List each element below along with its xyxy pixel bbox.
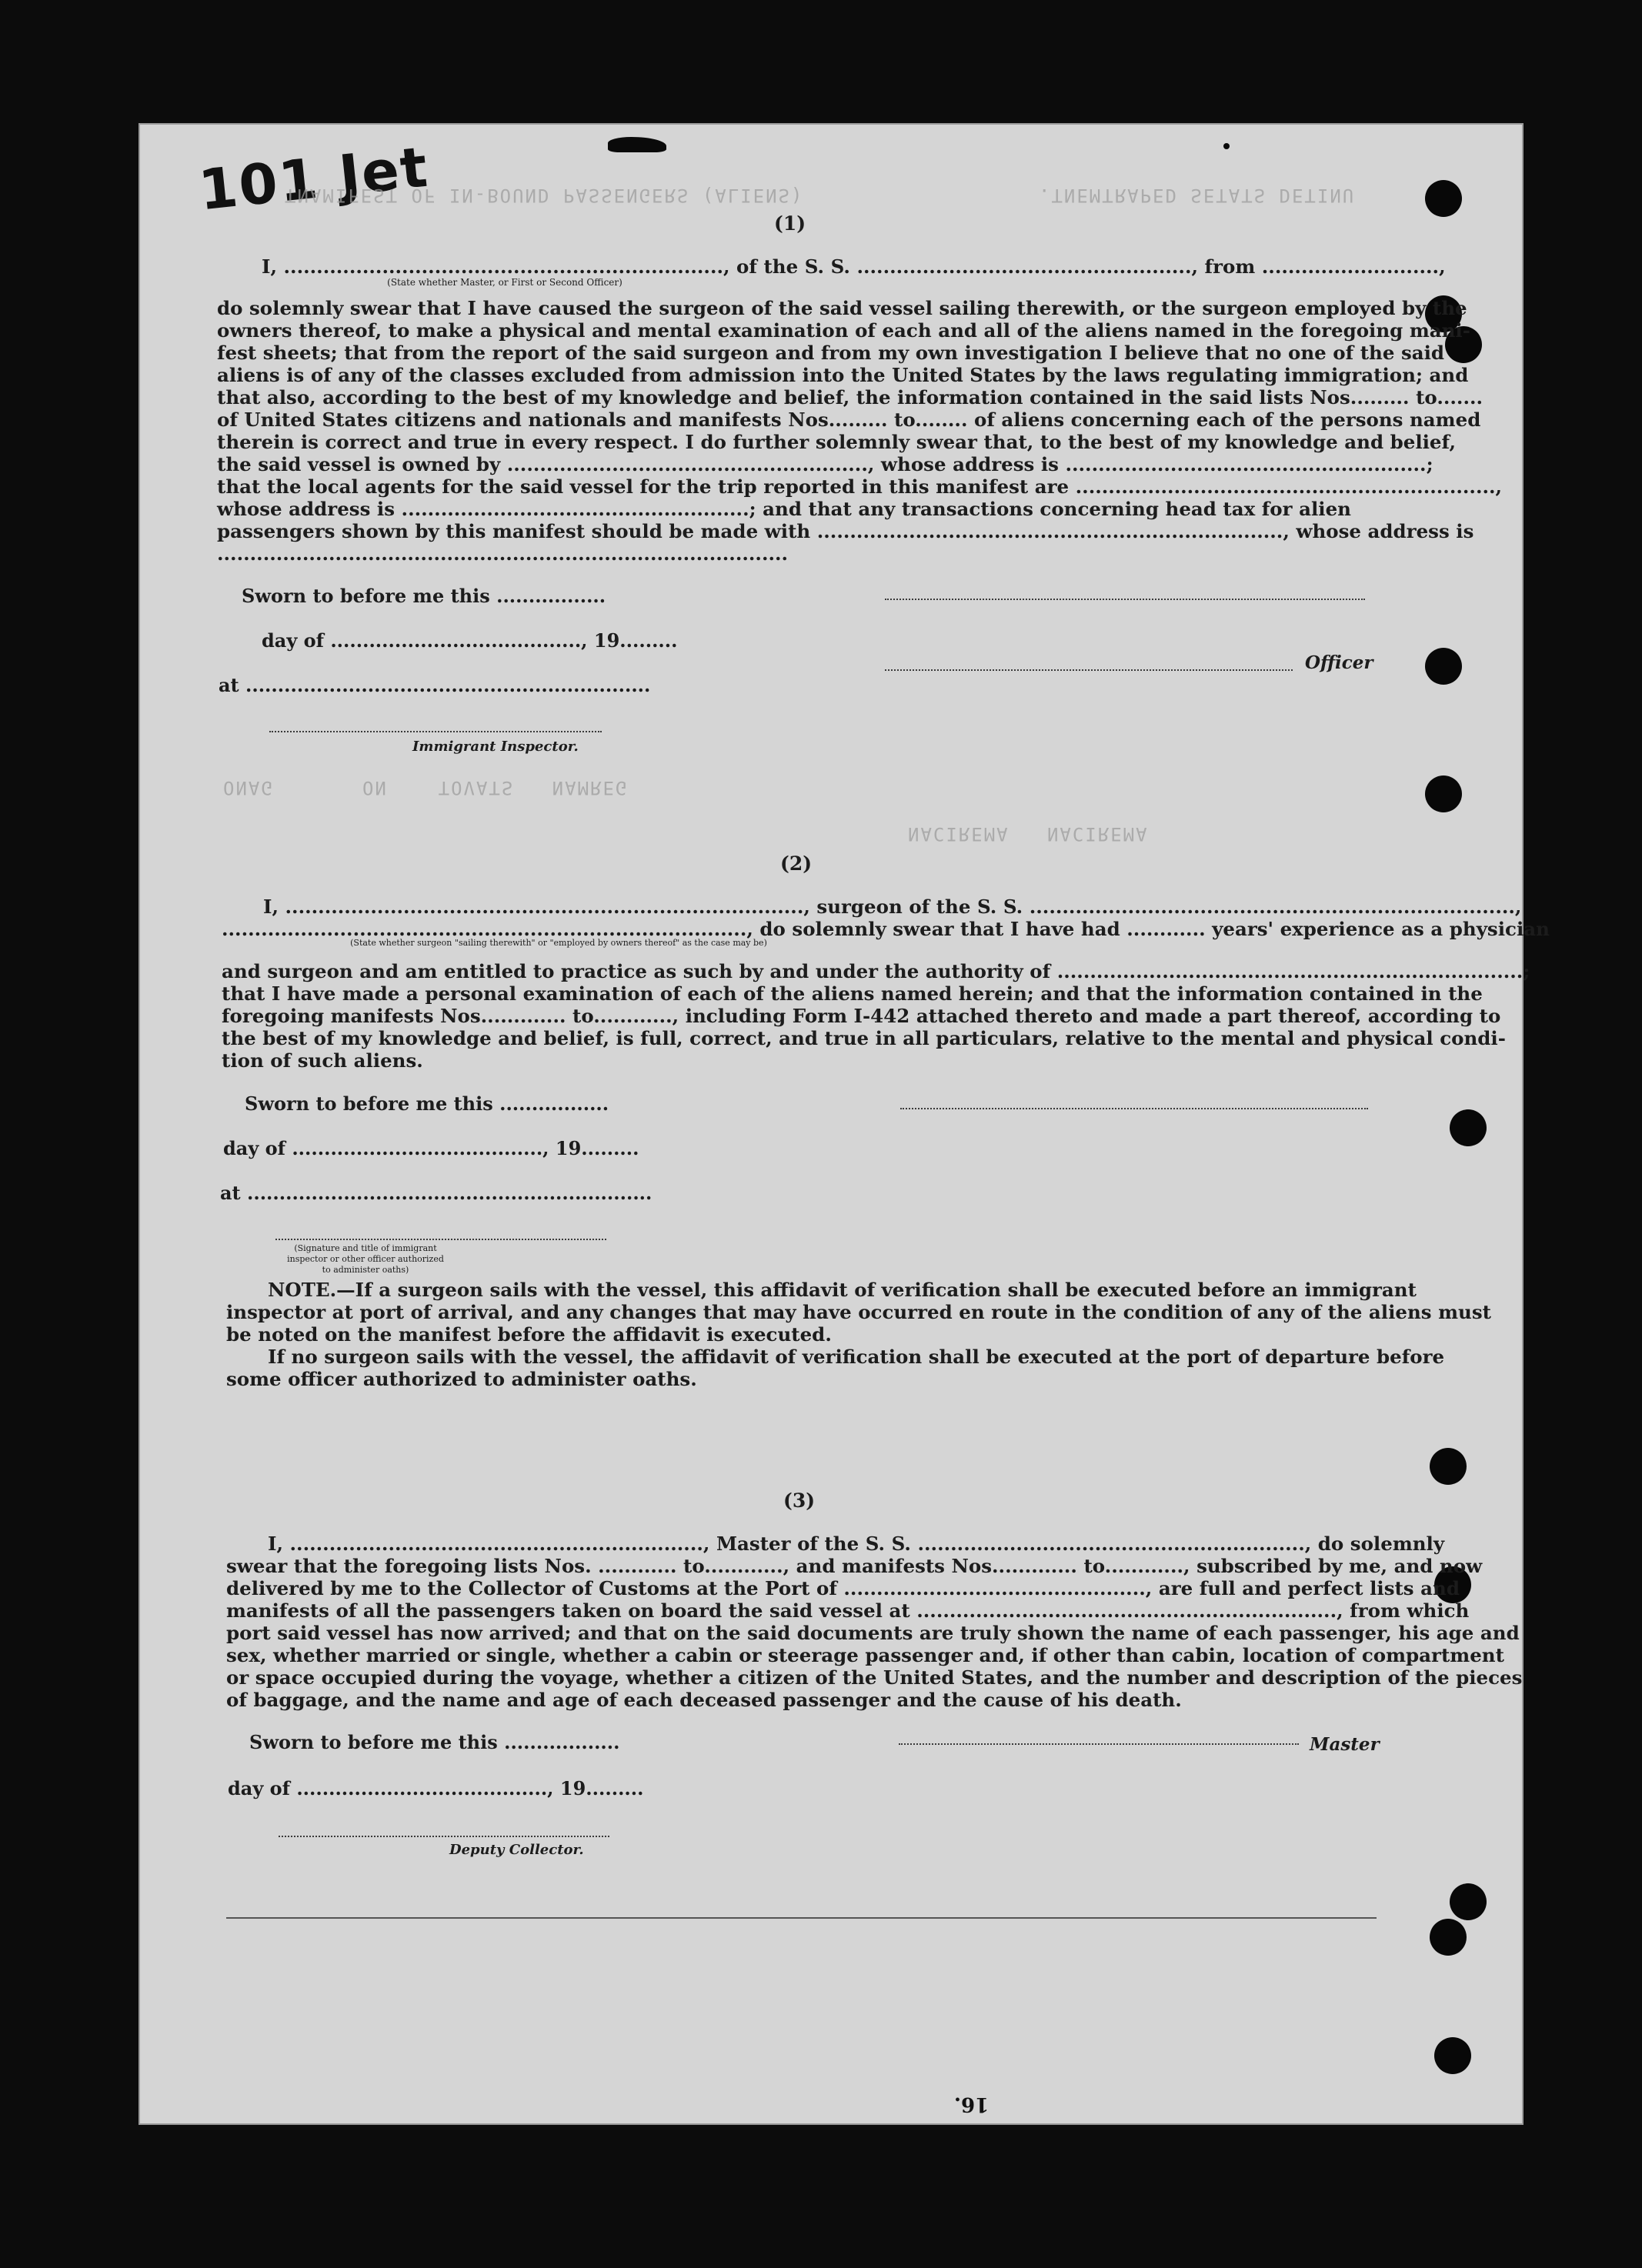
section-2-oath <box>222 960 1530 1072</box>
oath-line: the said vessel is owned by ......................................................., whose address is .......................................................; <box>217 453 1433 475</box>
oath-line: ....................................................................................... <box>217 542 789 565</box>
section-1-at: at ............................................................... <box>219 674 651 696</box>
punch-hole <box>1425 775 1462 812</box>
oath-line: the best of my knowledge and belief, is full, correct, and true in all particulars, relative to the mental and physical condi- <box>222 1027 1506 1049</box>
bleed-through-text: ONAG ON TOVATS NAMREG <box>223 777 629 799</box>
oath-line: foregoing manifests Nos............. to............, including Form I-442 attached thereto and made a part thereof, according to <box>222 1005 1501 1027</box>
bleed-through-text: .TNEMTRAPED SETATS DETINU <box>1039 185 1356 206</box>
officer-signature-line <box>275 1239 606 1240</box>
punch-hole <box>1430 1919 1467 1956</box>
oath-line: swear that the foregoing lists Nos. ............ to............, and manifests Nos............. to............, subscribed by me, and now <box>226 1555 1483 1577</box>
oath-line: tion of such aliens. <box>222 1049 423 1072</box>
immigrant-inspector-label: Immigrant Inspector. <box>412 739 579 755</box>
punch-hole <box>1430 1448 1467 1485</box>
officer-signature-line-2 <box>885 669 1293 671</box>
punch-hole <box>1450 1883 1487 1920</box>
officer-label: Officer <box>1305 652 1373 673</box>
deputy-collector-label: Deputy Collector. <box>449 1842 584 1858</box>
note-line: If no surgeon sails with the vessel, the affidavit of verification shall be executed at the port of departure before <box>268 1346 1445 1368</box>
ink-dot <box>1223 143 1230 149</box>
oath-line: fest sheets; that from the report of the said surgeon and from my own investigation I believe that no one of the said <box>217 342 1445 364</box>
oath-line: port said vessel has now arrived; and that on the said documents are truly shown the name of each passenger, his age and <box>226 1622 1520 1644</box>
punch-hole <box>1425 180 1462 217</box>
master-signature-line <box>899 1743 1299 1745</box>
oath-line: manifests of all the passengers taken on board the said vessel at ................................................................, from which <box>226 1599 1470 1622</box>
section-1-number: (1) <box>774 212 806 235</box>
punch-hole <box>1434 2037 1471 2074</box>
section-2-line2-note: (State whether surgeon "sailing therewith" or "employed by owners thereof" as the case may be) <box>350 938 767 948</box>
note-paragraph <box>226 1279 1491 1390</box>
oath-line: of United States citizens and nationals and manifests Nos......... to........ of aliens concerning each of the persons named <box>217 409 1481 431</box>
signature-caption: (Signature and title of immigrant inspector or other officer authorized to administer oaths) <box>287 1243 444 1275</box>
oath-line: I, ..............................................................., Master of the S. S. ..........................................................., do solemnly <box>268 1533 1445 1555</box>
section-3-number: (3) <box>783 1489 816 1512</box>
bleed-through-text: TNAMIFEST OF IN-BOUND PASSENGERS (ALIENS) <box>285 185 804 206</box>
section-1-header: I, ..................................................................., of the S. S. ..................................................., from ..........................., <box>262 255 1446 278</box>
section-1-day-of: day of ......................................., 19......... <box>262 629 678 652</box>
oath-line: whose address is .....................................................; and that any transactions concerning head tax for alien <box>217 498 1351 520</box>
oath-line: that the local agents for the said vessel for the trip reported in this manifest are ................................................................, <box>217 475 1503 498</box>
surgeon-signature-line <box>900 1108 1368 1109</box>
section-2-number: (2) <box>780 852 813 875</box>
oath-line: delivered by me to the Collector of Customs at the Port of .............................................., are full and perfect lists and <box>226 1577 1460 1599</box>
section-2-at: at ............................................................... <box>220 1182 652 1204</box>
oath-line: aliens is of any of the classes excluded from admission into the United States by the laws regulating immigration; and <box>217 364 1469 386</box>
officer-signature-line-1 <box>885 599 1365 600</box>
oath-line: that I have made a personal examination of each of the aliens named herein; and that the information contained in the <box>222 982 1483 1005</box>
punch-hole <box>1425 648 1462 685</box>
oath-line: owners thereof, to make a physical and mental examination of each and all of the aliens named in the foregoing mani- <box>217 319 1470 342</box>
section-3-sworn: Sworn to before me this .................. <box>249 1731 620 1753</box>
oath-line: sex, whether married or single, whether a cabin or steerage passenger and, if other than cabin, location of compartment <box>226 1644 1504 1666</box>
note-label: NOTE. <box>268 1279 337 1301</box>
section-2-header <box>222 896 1550 940</box>
section-1-line1-note: (State whether Master, or First or Second Officer) <box>387 277 622 288</box>
page-stamp: 16. <box>954 2093 990 2116</box>
section-1-oath <box>217 297 1502 565</box>
oath-line: passengers shown by this manifest should be made with ......................................................................., whose address is <box>217 520 1474 542</box>
bottom-rule <box>226 1917 1377 1919</box>
inspector-signature-line <box>269 731 602 732</box>
punch-hole <box>1450 1109 1487 1146</box>
section-3-oath <box>226 1533 1522 1711</box>
note-line <box>226 1279 1491 1301</box>
section-3-day-of: day of ......................................., 19......... <box>228 1777 644 1799</box>
note-line: some officer authorized to administer oaths. <box>226 1368 697 1390</box>
handwritten-mark: 101 Jet <box>195 134 432 223</box>
note-text: —If a surgeon sails with the vessel, this affidavit of verification shall be executed before an immigrant <box>336 1279 1417 1301</box>
surgeon-line: I, ..............................................................................., surgeon of the S. S. .........................................................................., <box>263 896 1522 918</box>
note-line: be noted on the manifest before the affidavit is executed. <box>226 1323 832 1346</box>
bleed-through-text: NACIREMA NACIREMA <box>908 823 1149 845</box>
oath-line: and surgeon and am entitled to practice as such by and under the authority of .......................................................................; <box>222 960 1530 982</box>
master-label: Master <box>1310 1734 1380 1755</box>
surgeon-line: ................................................................................, do solemnly swear that I have had ............ years' experience as a physician <box>222 918 1550 940</box>
collector-signature-line <box>279 1836 609 1837</box>
section-1-line1 <box>262 255 1446 278</box>
section-1-sworn: Sworn to before me this ................. <box>242 585 606 607</box>
section-2-day-of: day of ......................................., 19......... <box>223 1137 639 1159</box>
section-2-sworn: Sworn to before me this ................. <box>245 1092 609 1115</box>
oath-line: of baggage, and the name and age of each deceased passenger and the cause of his death. <box>226 1689 1182 1711</box>
oath-line: or space occupied during the voyage, whether a citizen of the United States, and the number and description of the pieces <box>226 1666 1523 1689</box>
oath-line: therein is correct and true in every respect. I do further solemnly swear that, to the best of my knowledge and belief, <box>217 431 1457 453</box>
oath-line: that also, according to the best of my knowledge and belief, the information contained in the said lists Nos......... to....... <box>217 386 1483 409</box>
note-line: inspector at port of arrival, and any changes that may have occurred en route in the condition of any of the aliens must <box>226 1301 1491 1323</box>
oath-line: do solemnly swear that I have caused the surgeon of the said vessel sailing therewith, or the surgeon employed by the <box>217 297 1467 319</box>
